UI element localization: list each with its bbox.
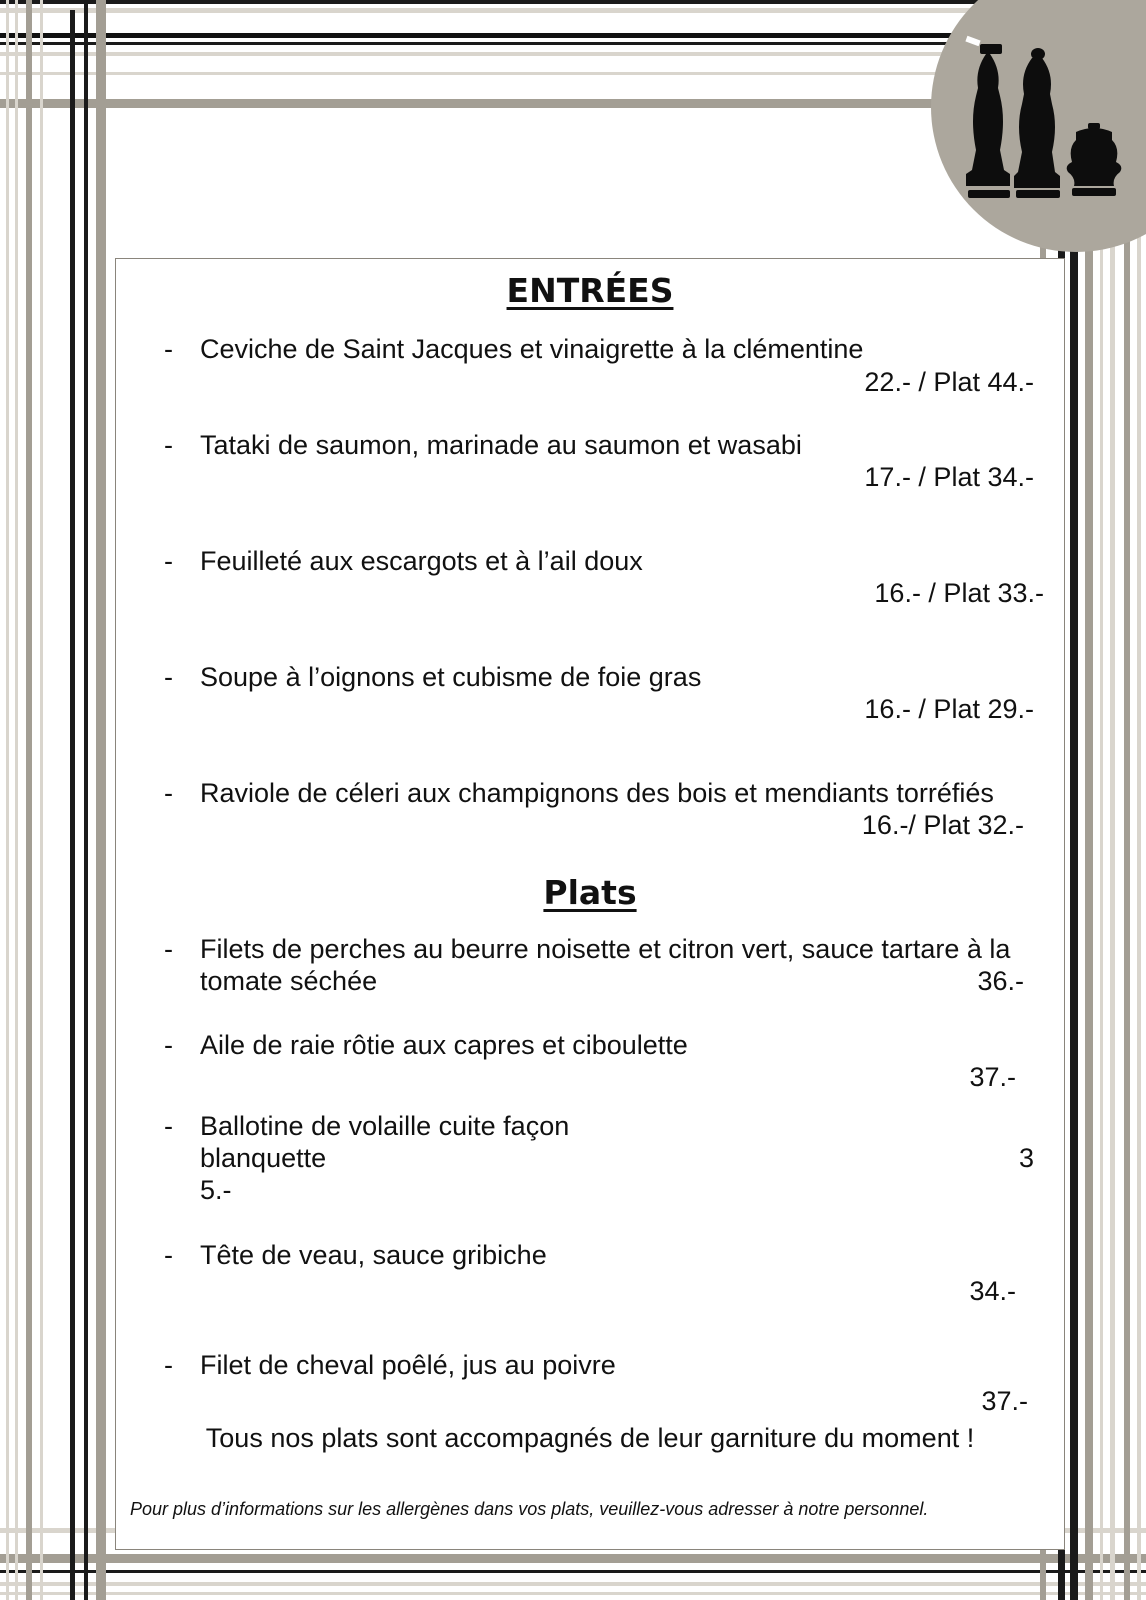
bullet-dash: -: [164, 662, 173, 692]
menu-item: [116, 1029, 1064, 1109]
dish-name-line2: tomate séchée: [200, 966, 378, 996]
menu-item: [116, 333, 1064, 413]
menu-item: [116, 1349, 1064, 1429]
dish-price-part2: 5.-: [200, 1175, 232, 1205]
dish-price-part1: 3: [1018, 1143, 1034, 1173]
dish-price: 37.-: [969, 1062, 1016, 1092]
bullet-dash: -: [164, 1240, 173, 1270]
dish-price: 22.- / Plat 44.-: [864, 367, 1034, 397]
dish-name: Aile de raie rôtie aux capres et ciboulette: [200, 1030, 688, 1060]
menu-item: [116, 777, 1064, 857]
bullet-dash: -: [164, 546, 173, 576]
dish-name-line2: blanquette: [200, 1143, 327, 1173]
dish-name: Feuilleté aux escargots et à l’ail doux: [200, 546, 643, 576]
dish-price: 16.- / Plat 29.-: [864, 694, 1034, 724]
dish-price: 34.-: [969, 1276, 1016, 1306]
menu-item: [116, 1239, 1064, 1319]
stripe: [0, 1570, 1146, 1573]
dish-name: Filet de cheval poêlé, jus au poivre: [200, 1350, 616, 1380]
dish-price: 17.- / Plat 34.-: [864, 462, 1034, 492]
bullet-dash: -: [164, 1030, 173, 1060]
menu-card: [115, 258, 1065, 1550]
menu-item: [116, 661, 1064, 741]
dish-name: Tête de veau, sauce gribiche: [200, 1240, 547, 1270]
dish-price: 36.-: [977, 966, 1024, 996]
dish-price: 16.-/ Plat 32.-: [861, 810, 1024, 840]
stripe: [0, 1554, 1146, 1563]
menu-item: [116, 933, 1064, 1013]
bullet-dash: -: [164, 778, 173, 808]
bullet-dash: -: [164, 934, 173, 964]
stripe: [0, 1592, 1146, 1595]
dish-price: 16.- / Plat 33.-: [874, 578, 1044, 608]
menu-item: [116, 1110, 1064, 1210]
bullet-dash: -: [164, 1111, 173, 1141]
section-title-entrees: ENTRÉES: [506, 271, 674, 310]
bullet-dash: -: [164, 430, 173, 460]
dish-name: Ballotine de volaille cuite façon: [200, 1111, 570, 1141]
menu-item: [116, 429, 1064, 509]
dish-price: 37.-: [981, 1386, 1028, 1416]
dish-name: Ceviche de Saint Jacques et vinaigrette à la clémentine: [200, 334, 864, 364]
dish-name: Raviole de céleri aux champignons des bois et mendiants torréfiés: [200, 778, 994, 808]
pepper-mills-icon: [0, 0, 1146, 300]
section-title-plats: Plats: [543, 873, 637, 912]
allergen-note: Pour plus d’informations sur les allergènes dans vos plats, veuillez-vous adresser à notre personnel.: [130, 1499, 929, 1519]
dish-name: Tataki de saumon, marinade au saumon et wasabi: [200, 430, 802, 460]
bullet-dash: -: [164, 1350, 173, 1380]
stripe: [0, 1582, 1146, 1586]
dish-name: Filets de perches au beurre noisette et citron vert, sauce tartare à la: [200, 934, 1011, 964]
bullet-dash: -: [164, 334, 173, 364]
menu-item: [116, 545, 1064, 625]
garnish-note: Tous nos plats sont accompagnés de leur garniture du moment !: [205, 1423, 975, 1453]
dish-name: Soupe à l’oignons et cubisme de foie gras: [200, 662, 702, 692]
